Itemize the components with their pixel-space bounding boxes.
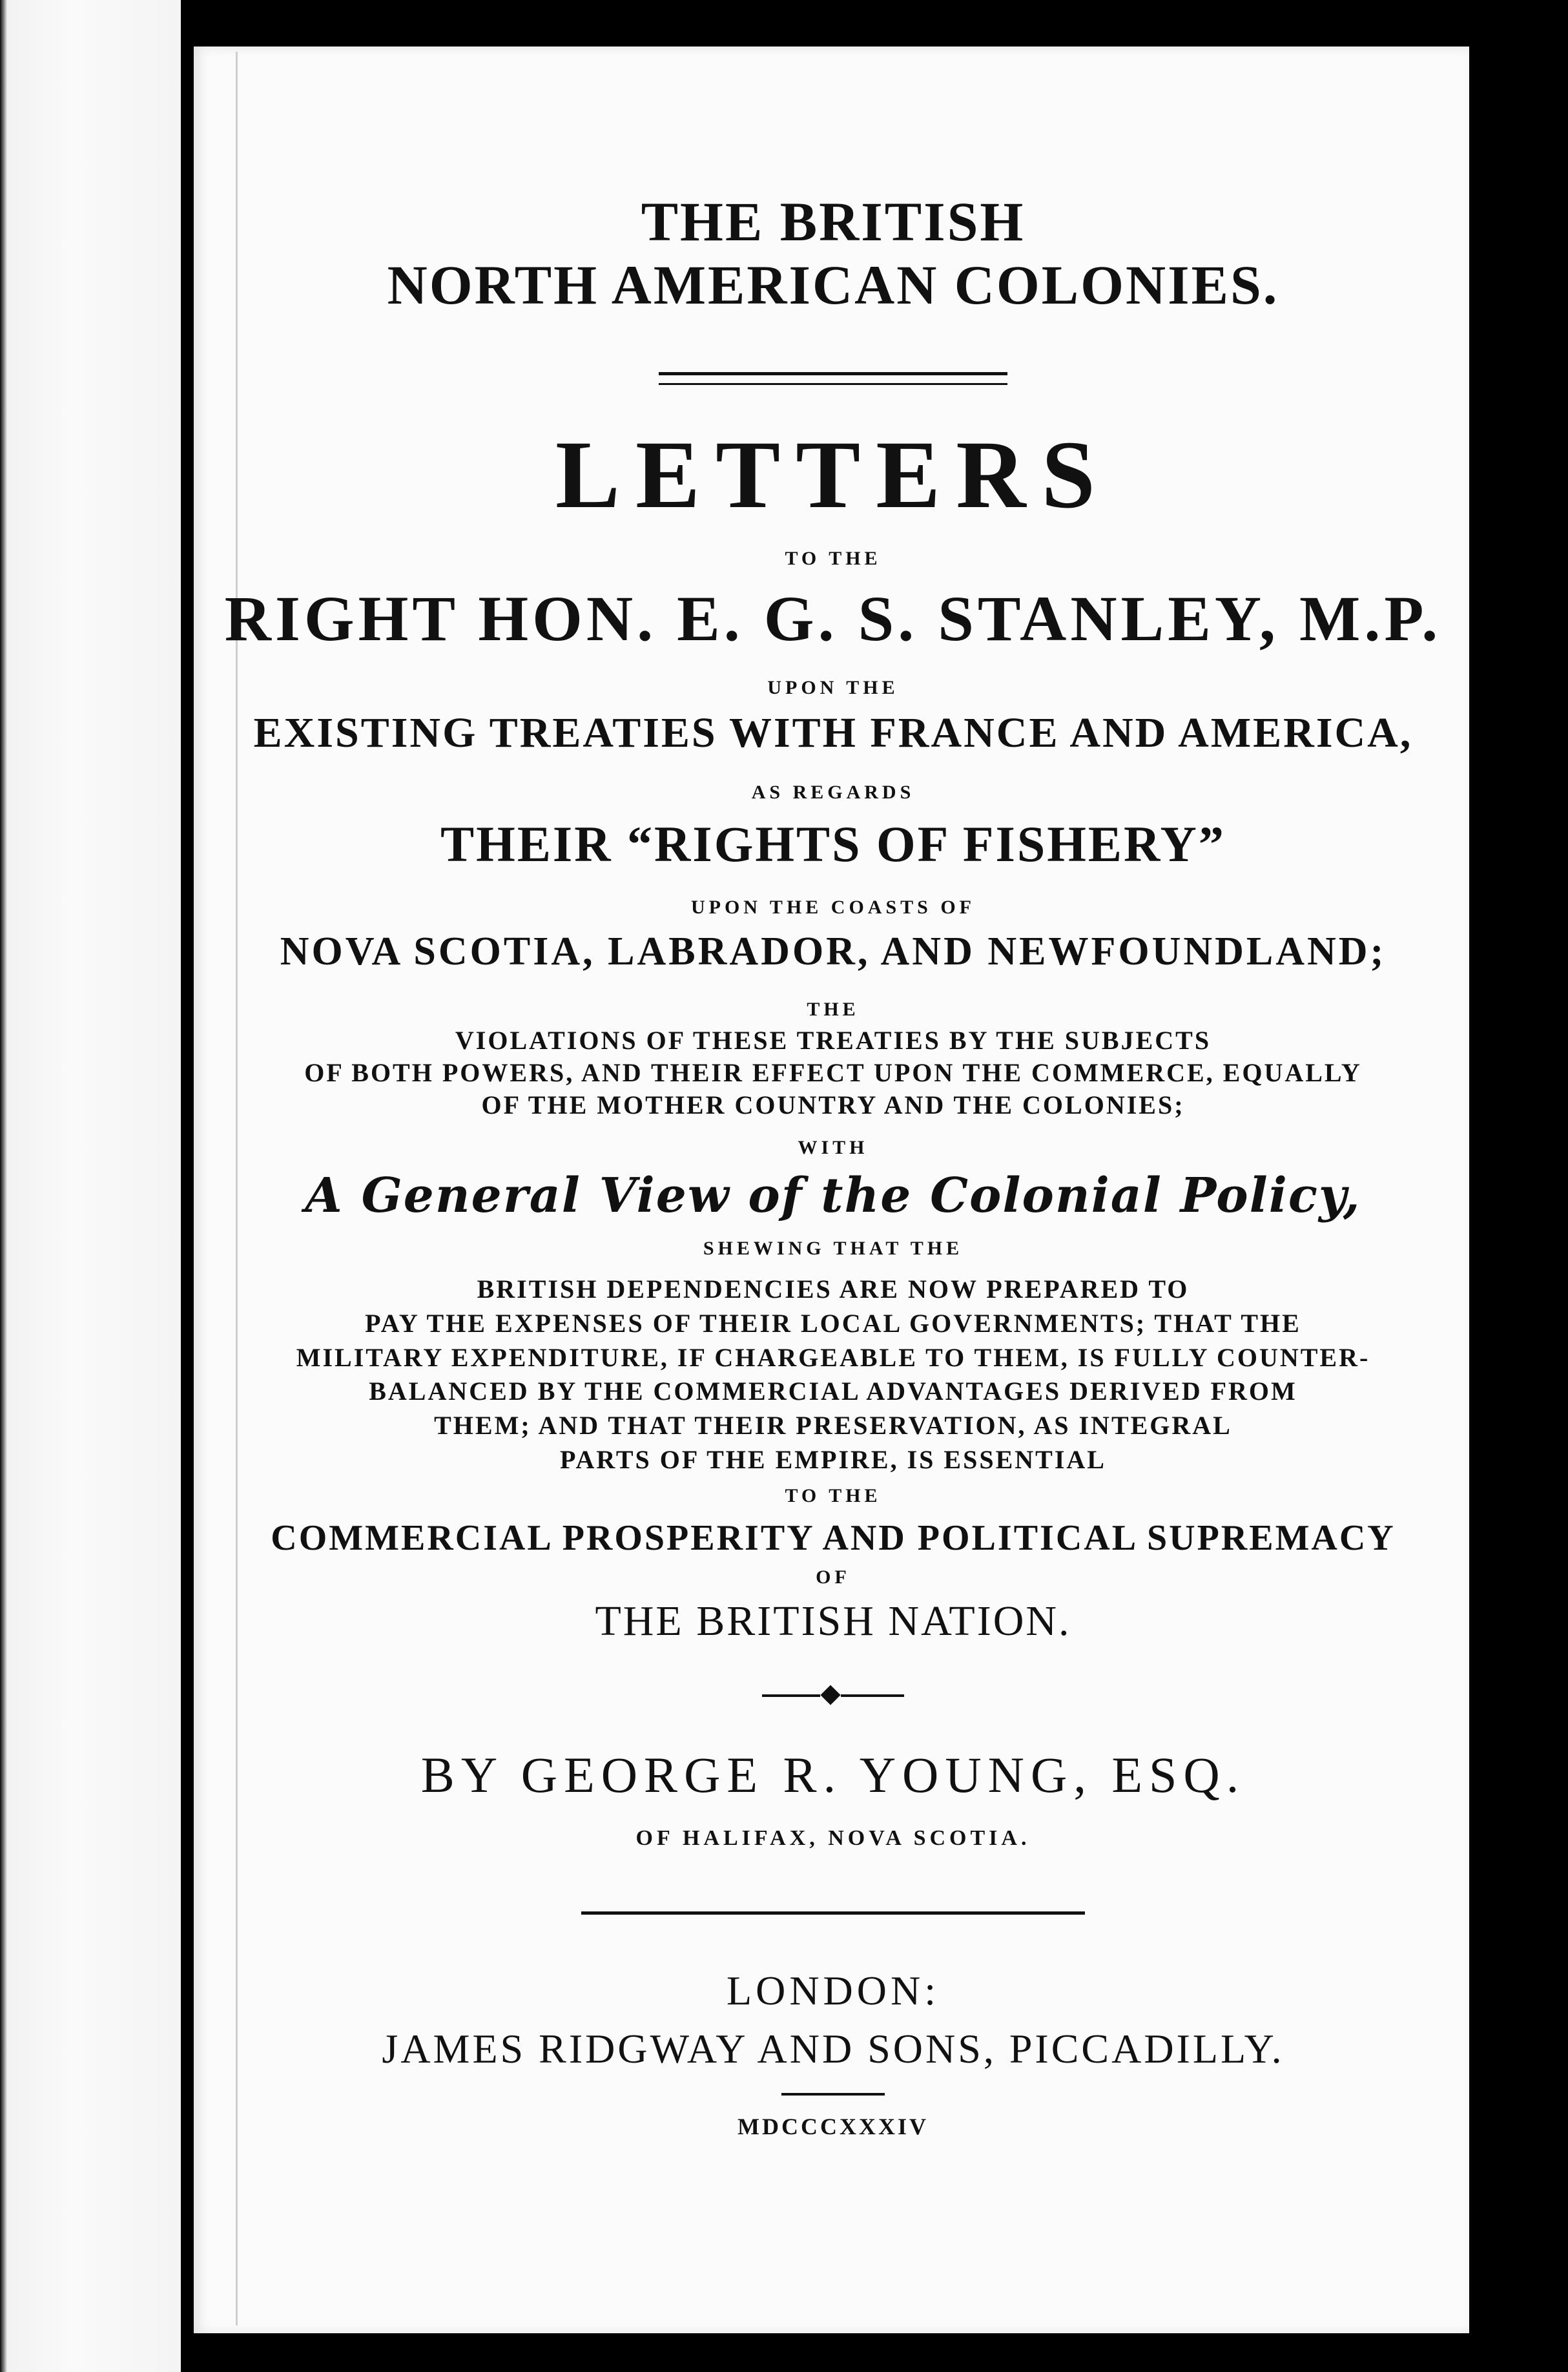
main-title: LETTERS: [555, 421, 1111, 528]
places-line: NOVA SCOTIA, LABRADOR, AND NEWFOUNDLAND;: [280, 930, 1387, 973]
dependencies-line-5: THEM; AND THAT THEIR PRESERVATION, AS INTEGRAL: [434, 1411, 1232, 1441]
dependencies-line-6: PARTS OF THE EMPIRE, IS ESSENTIAL: [560, 1444, 1106, 1474]
dependencies-line-4: BALANCED BY THE COMMERCIAL ADVANTAGES DERIVED FROM: [369, 1377, 1297, 1406]
scan-left-margin: [0, 0, 181, 2372]
single-rule: [581, 1911, 1085, 1915]
rights-of-fishery-line: THEIR “RIGHTS OF FISHERY”: [440, 816, 1226, 872]
imprint-date: MDCCCXXXIV: [738, 2113, 929, 2139]
upon-coasts-label: UPON THE COASTS OF: [690, 897, 975, 918]
series-title-line-2: NORTH AMERICAN COLONIES.: [387, 254, 1279, 316]
the-label: THE: [807, 999, 860, 1020]
to-the-label: TO THE: [785, 548, 882, 569]
as-regards-label: AS REGARDS: [751, 782, 915, 803]
general-view-line: A General View of the Colonial Policy,: [305, 1168, 1361, 1223]
violations-line-3: OF THE MOTHER COUNTRY AND THE COLONIES;: [481, 1090, 1185, 1119]
double-rule: [659, 372, 1007, 385]
dependencies-line-1: BRITISH DEPENDENCIES ARE NOW PREPARED TO: [477, 1274, 1190, 1304]
imprint-city: LONDON:: [727, 1967, 940, 2013]
upon-the-label: UPON THE: [767, 677, 899, 698]
commercial-line: COMMERCIAL PROSPERITY AND POLITICAL SUPREMACY: [271, 1517, 1396, 1558]
violations-line-2: OF BOTH POWERS, AND THEIR EFFECT UPON THE COMMERCE, EQUALLY: [304, 1058, 1362, 1087]
of-label: OF: [816, 1566, 851, 1588]
title-page-content: [213, 191, 1453, 2139]
violations-line-1: VIOLATIONS OF THESE TREATIES BY THE SUBJECTS: [455, 1026, 1212, 1055]
short-rule: [781, 2093, 885, 2096]
treaties-line: EXISTING TREATIES WITH FRANCE AND AMERICA,: [253, 709, 1413, 756]
shewing-label: SHEWING THAT THE: [703, 1238, 964, 1259]
imprint-publisher: JAMES RIDGWAY AND SONS, PICCADILLY.: [382, 2025, 1284, 2072]
dependencies-line-2: PAY THE EXPENSES OF THEIR LOCAL GOVERNMENTS; THAT THE: [365, 1308, 1301, 1338]
series-title-line-1: THE BRITISH: [641, 191, 1026, 253]
to-the-label-2: TO THE: [785, 1484, 882, 1506]
ornament-divider: [762, 1685, 904, 1705]
with-label: WITH: [798, 1137, 869, 1158]
dependencies-line-3: MILITARY EXPENDITURE, IF CHARGEABLE TO THEM, IS FULLY COUNTER-: [296, 1342, 1370, 1372]
nation-line: THE BRITISH NATION.: [595, 1597, 1071, 1645]
recipient-line: RIGHT HON. E. G. S. STANLEY, M.P.: [224, 583, 1442, 654]
author-line: BY GEORGE R. YOUNG, ESQ.: [420, 1746, 1246, 1803]
author-place-line: OF HALIFAX, NOVA SCOTIA.: [635, 1826, 1031, 1850]
